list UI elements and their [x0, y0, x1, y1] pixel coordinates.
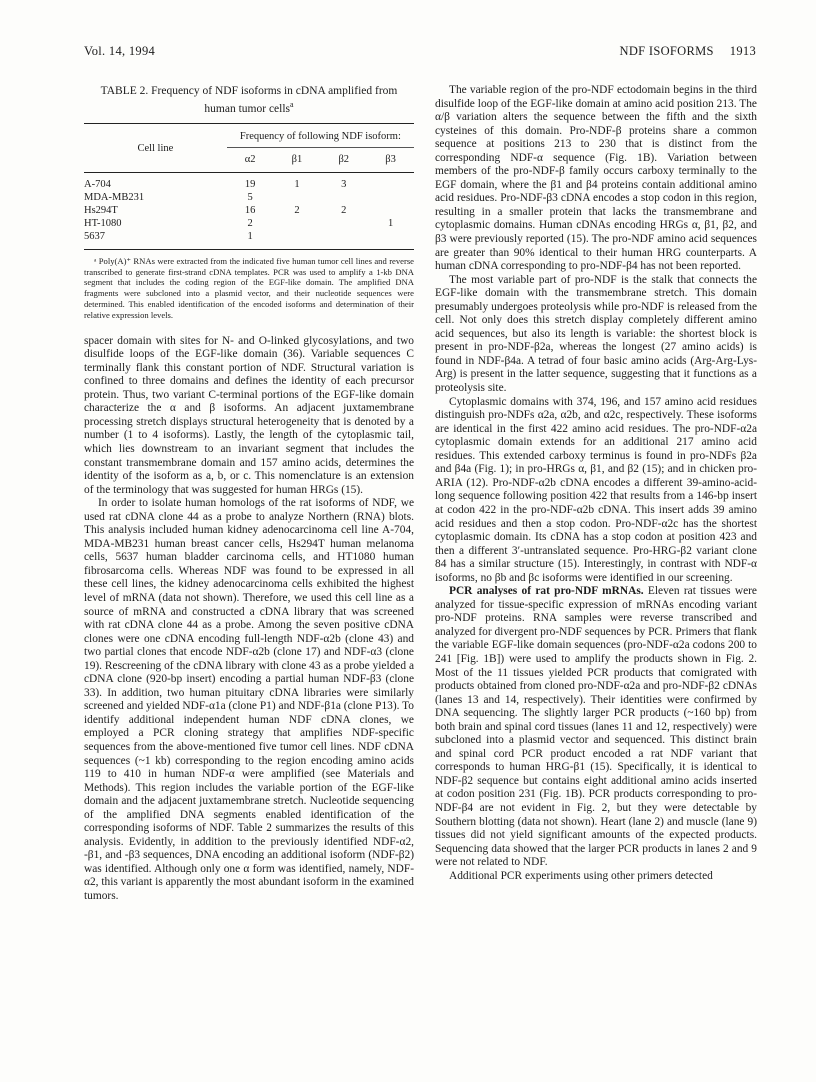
- paragraph: [435, 585, 757, 869]
- table-title-text: TABLE 2. Frequency of NDF isoforms in cDNA amplified from human tumor cells: [100, 85, 398, 115]
- table-title: [84, 84, 414, 116]
- table-cell: [274, 191, 321, 204]
- right-body-text: [435, 84, 757, 883]
- table-cell: 5: [247, 191, 253, 203]
- column-group-header: Frequency of following NDF isoform:: [227, 123, 414, 147]
- table-cell: 1: [294, 178, 300, 190]
- right-column: [435, 84, 757, 883]
- table-cell: [367, 230, 414, 250]
- table-row: [84, 191, 414, 204]
- left-body-text: [84, 335, 414, 904]
- table-cell: [274, 217, 321, 230]
- paragraph: The most variable part of pro-NDF is the stalk that connects the EGF-like domain with the transmembrane stretch. This domain presumably undergoes proteolysis while pro-NDF is released from the cell. Not only does this stretch display completely different amino acid sequences, but also its length is variable: the shortest block is present in pro-NDF-β2a, whereas the longest (27 amino acids) is found in NDF-β4a. A tetrad of four basic amino acids (Arg-Arg-Lys-Arg) is present in the latter sequence, suggesting that it functions as a proteolysis site.: [435, 273, 757, 395]
- running-header: [620, 44, 756, 59]
- column-header-b1: β1: [274, 147, 321, 172]
- frequency-table: [84, 123, 414, 250]
- table-cell: 1: [387, 217, 394, 229]
- column-header-b3: β3: [367, 147, 414, 172]
- left-column: [84, 84, 414, 904]
- table-cell: 3: [341, 178, 347, 190]
- page-number: 1913: [729, 44, 756, 58]
- running-title: NDF ISOFORMS: [619, 44, 714, 58]
- paragraph: Cytoplasmic domains with 374, 196, and 157 amino acid residues distinguish pro-NDFs α2a, α2b, and α2c, respectively. These isoforms are identical in the first 422 amino acid residues. The pro-NDF-α2a cytoplasmic domain extends for an additional 217 amino acid residues. This extended carboxy terminus is found in pro-NDFs β2a and β4a (Fig. 1); in pro-HRGs α, β1, and β2 (15); and in chicken pro-ARIA (12). Pro-NDF-α2b cDNA encodes a different 39-amino-acid-long sequence following position 422 that results from a 146-bp insert at codon 422 in the pro-NDF-α2b cDNA. This insert adds 39 amino acid residues and then a stop codon. Pro-NDF-α2c has the shortest cytoplasmic domain. Its cDNA has a stop codon at position 423 and then a different 3′-untranslated sequence. Pro-HRG-β2 variant clone 84 has a similar structure (15). Interestingly, in contrast with NDF-α isoforms, no βb and βc isoforms were identified in our screening.: [435, 395, 757, 584]
- section-heading: PCR analyses of rat pro-NDF mRNAs.: [449, 585, 644, 598]
- cell-line-name: 5637: [84, 230, 227, 250]
- cell-line-name: MDA-MB231: [84, 191, 145, 203]
- table-cell: 16: [244, 204, 256, 216]
- column-header-b2: β2: [320, 147, 367, 172]
- section-text: Eleven rat tissues were analyzed for tissue-specific expression of mRNAs encoding variant pro-NDF proteins. RNA samples were reverse transcribed and analyzed for divergent pro-NDF sequences by PCR. Primers that flank the variable EGF-like domain sequences (pro-NDF-α2a codons 200 to 241 [Fig. 1B]) were used to amplify the products shown in Fig. 2. Most of the 11 tissues yielded PCR products that comigrated with products obtained from cloned pro-NDF-α2a and pro-NDF-β2 cDNAs (lanes 13 and 14, respectively). Their identities were confirmed by DNA sequencing. The slightly larger PCR products (~160 bp) from both brain and spinal cord tissues (lanes 11 and 12, respectively) were subcloned into a plasmid vector and sequenced. This distinct brain and spinal cord PCR product encoded a rat NDF variant that corresponds to human HRG-β1 (15). Specifically, it is identical to NDF-β2 sequence but contains eight additional amino acids inserted at codon position 231 (Fig. 1B). PCR products corresponding to pro-NDF-β4 are not evident in Fig. 2, but they were detectable by Southern blotting (data not shown). Heart (lane 2) and muscle (lane 9) tissues did not yield significant amounts of the expected products. Sequencing data showed that the larger PCR products in lanes 2 and 9 were not related to NDF.: [435, 585, 757, 869]
- table-cell: [367, 204, 414, 217]
- table-header-row: [84, 123, 414, 147]
- paragraph: The variable region of the pro-NDF ectodomain begins in the third disulfide loop of the EGF-like domain at amino acid position 213. The α/β variation alters the sequence between the fifth and the sixth cysteines of this domain. Pro-NDF-β proteins share a common sequence at positions 213 to 230 that is distinct from the corresponding NDF-α sequence (Fig. 1B). Variation between members of the pro-NDF-β family occurs carboxy terminally to the EGF domain, where the β1 and β4 proteins contain additional amino acid residues. Pro-NDF-β3 cDNA encodes a stop codon in this region, resulting in a smaller protein that lacks the transmembrane and cytoplasmic domains. Human cDNAs encoding HRGs α, β1, β2, and β3 were previously reported (15). The pro-NDF amino acid sequences are greater than 90% identical to their human HRG counterparts. A human cDNA corresponding to pro-NDF-β4 has not been reported.: [435, 84, 757, 273]
- table-row: [84, 217, 414, 230]
- table-cell: [274, 230, 321, 250]
- paragraph: spacer domain with sites for N- and O-linked glycosylations, and two disulfide loops of the EGF-like domain (36). Variable sequences C terminally flank this constant portion of NDF. Structural variation is confined to three domains and defines the identity of each precursor protein. Thus, two variant C-terminal portions of the EGF-like domain characterize the α and β isoforms. An adjacent juxtamembrane processing stretch displays structural heterogeneity that is denoted by a number (1 to 4 isoforms). Lastly, the length of the cytoplasmic tail, which lies downstream to an invariant segment that includes the constant transmembrane domain and 157 amino acids, determines the identity of the isoform as a, b, or c. This nomenclature is an extension of the terminology that was suggested for human HRGs (15).: [84, 334, 414, 496]
- table-cell: [320, 191, 367, 204]
- cell-line-name: HT-1080: [84, 217, 122, 229]
- table-footnote: ᵃ Poly(A)⁺ RNAs were extracted from the indicated five human tumor cell lines and reverse transcribed to generate first-strand cDNA templates. PCR was used to amplify a 1-kb DNA segment that includes the coding region of the EGF-like domain. The amplified DNA fragments were subcloned into a plasmid vector, and their nucleotide sequences were determined. This enabled identification of the encoded isoforms and determination of their relative expression levels.: [84, 255, 414, 320]
- table-cell: [367, 172, 414, 191]
- column-header-cell-line: Cell line: [84, 123, 227, 172]
- table-title-footnote-marker: a: [290, 100, 294, 109]
- table-cell: [367, 191, 414, 204]
- table-cell: 2: [341, 204, 347, 216]
- cell-line-name: Hs294T: [84, 204, 118, 216]
- paragraph: Additional PCR experiments using other primers detected: [449, 869, 713, 882]
- table-cell: [320, 217, 367, 230]
- table-cell: [320, 230, 367, 250]
- table-row: [84, 172, 414, 191]
- table-cell: 2: [294, 204, 300, 216]
- column-header-a2: α2: [227, 147, 274, 172]
- paragraph: In order to isolate human homologs of the rat isoforms of NDF, we used rat cDNA clone 44 as a probe to analyze Northern (RNA) blots. This analysis included human kidney adenocarcinoma cell line A-704, MDA-MB231 human breast cancer cells, Hs294T human melanoma cells, 5637 human bladder carcinoma cells, and HT1080 human fibrosarcoma cells. Whereas NDF was found to be expressed in all these cell lines, the kidney adenocarcinoma cells exhibited the highest level of mRNA (data not shown). Therefore, we used this cell line as a source of mRNA and constructed a cDNA library that was screened with rat cDNA clone 44 as a probe. Among the seven positive cDNA clones were one cDNA encoding full-length NDF-α2b (clone 43) and two partial clones that encode NDF-α2b (clone 17) and NDF-α3 (clone 19). Rescreening of the cDNA library with clone 43 as a probe yielded a cDNA clone (920-bp insert) encoding a partial human NDF-β3 (clone 33). In addition, two human pituitary cDNA libraries were similarly screened and yielded NDF-α1a (clone P1) and NDF-β1a (clone P13). To identify additional independent human NDF cDNA clones, we employed a PCR cloning strategy that amplifies NDF-specific sequences from the above-mentioned five tumor cell lines. NDF cDNA sequences (~1 kb) corresponding to the region encoding amino acids 119 to 410 in human NDF-α were amplified (see Materials and Methods). This region includes the variable portion of the EGF-like domain and the adjacent juxtamembrane stretch. Nucleotide sequencing of the amplified DNA segments enabled identification of the corresponding isoforms of NDF. Table 2 summarizes the results of this analysis. Evidently, in addition to the previously identified NDF-α2, -β1, and -β3 sequences, DNA encoding an additional isoform (NDF-β2) was identified. Although only one α form was identified, namely, NDF-α2, this variant is apparently the most abundant isoform in the examined tumors.: [84, 497, 414, 903]
- table-row: [84, 204, 414, 217]
- cell-line-name: A-704: [84, 178, 111, 190]
- table-cell: 19: [244, 178, 256, 190]
- table-row: [84, 230, 414, 250]
- table-cell: 1: [227, 230, 274, 250]
- table-cell: 2: [247, 217, 253, 229]
- running-header-volume: Vol. 14, 1994: [84, 44, 156, 58]
